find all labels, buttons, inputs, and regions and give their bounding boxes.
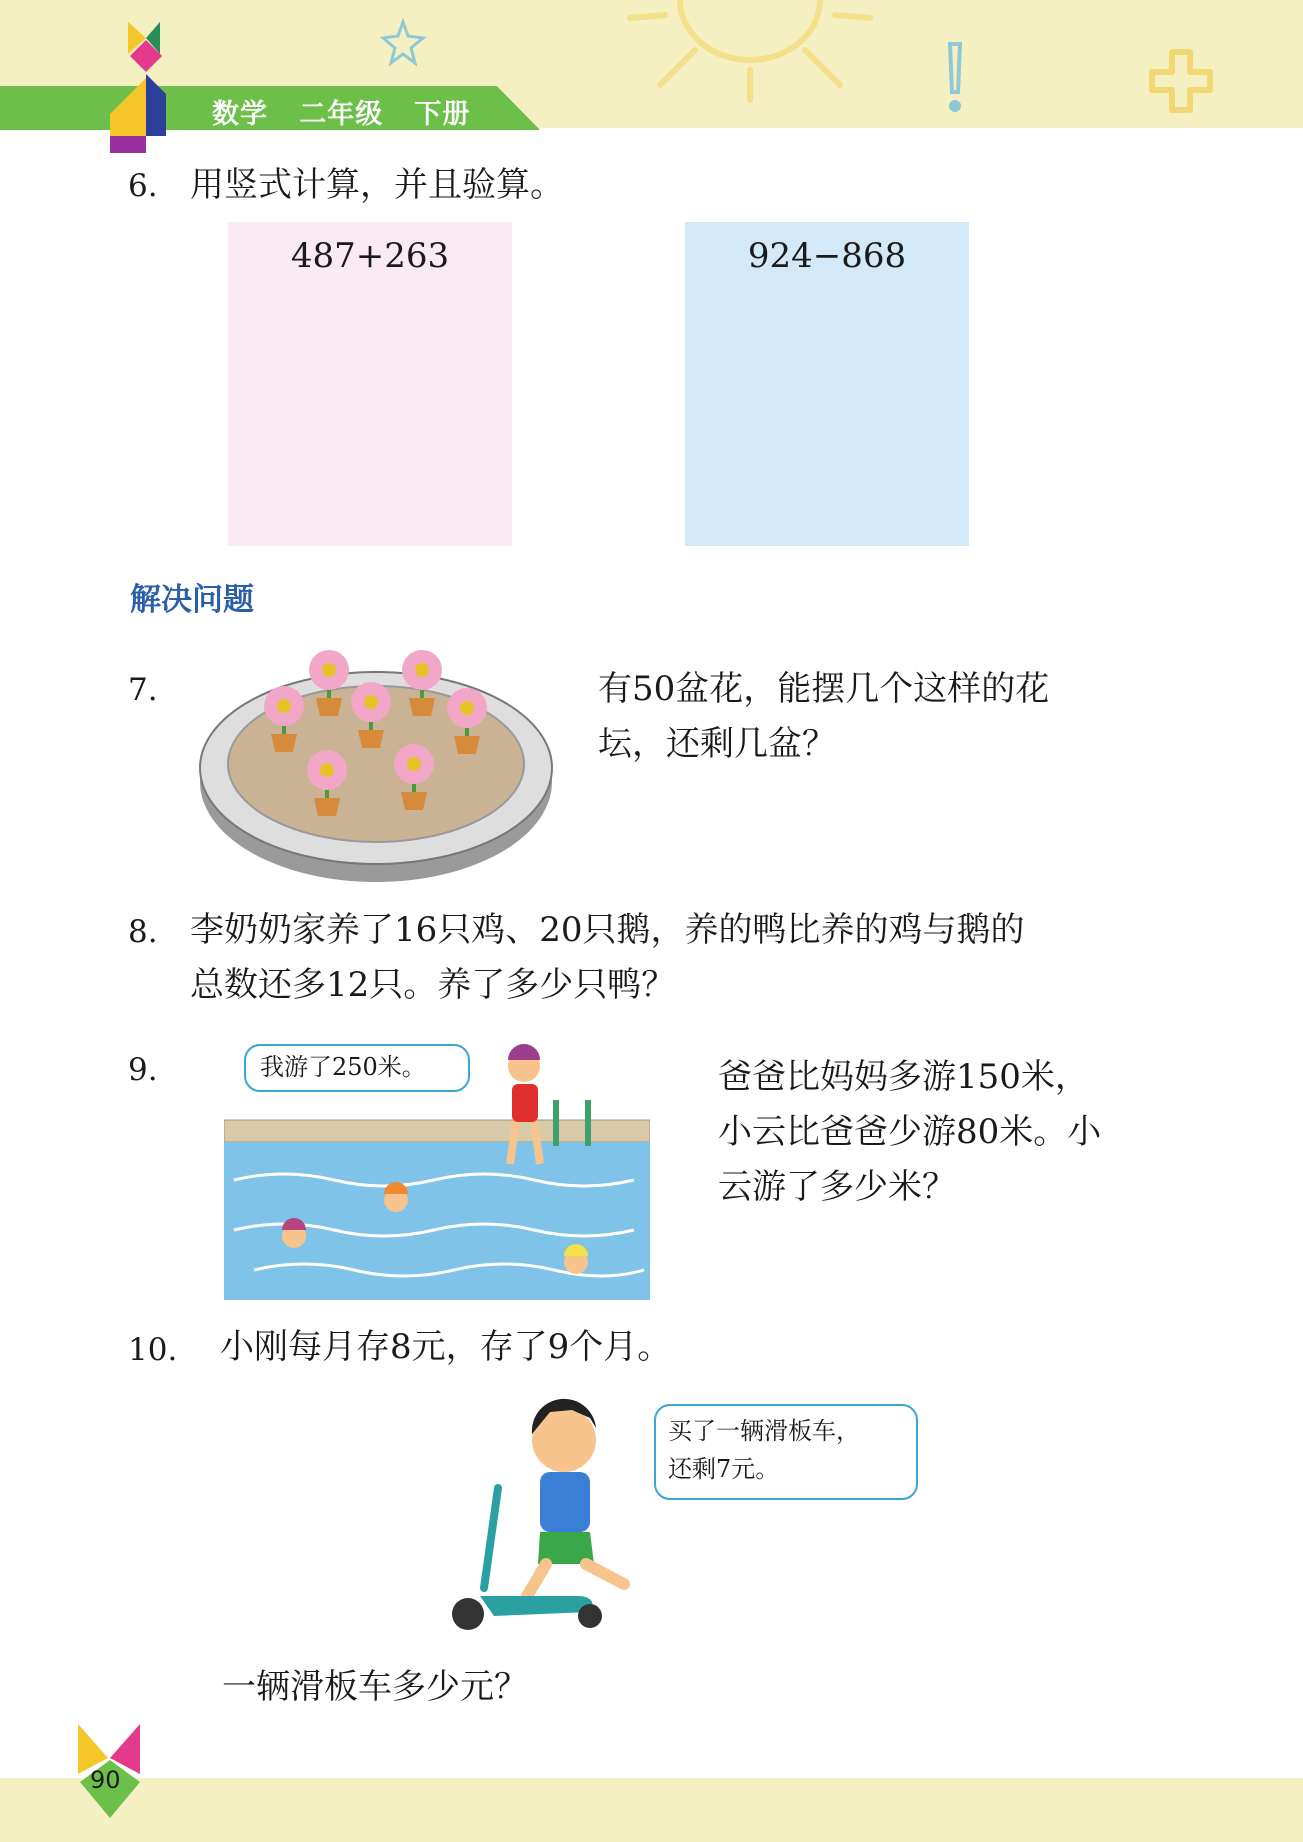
expression-left: 487+263 bbox=[290, 236, 450, 276]
speech-bubble-text: 我游了250米。 bbox=[260, 1053, 426, 1081]
question-text-line: 小云比爸爸少游80米。小 bbox=[718, 1112, 1102, 1152]
question-text: 小刚每月存8元，存了9个月。 bbox=[220, 1327, 672, 1367]
tangram-logo-icon bbox=[100, 18, 180, 153]
boy-scooter-illustration bbox=[440, 1388, 680, 1650]
swimmer-icon bbox=[282, 1218, 306, 1248]
expression-right: 924−868 bbox=[747, 236, 907, 276]
question-text-line: 坛，还剩几盆？ bbox=[598, 724, 836, 764]
exclamation-icon bbox=[936, 38, 976, 118]
question-text-line: 李奶奶家养了16只鸡、20只鹅，养的鸭比养的鸡与鹅的 bbox=[190, 910, 1025, 950]
question-number: 6. bbox=[128, 168, 158, 204]
question-text: 一辆滑板车多少元？ bbox=[222, 1667, 528, 1707]
swimmer-icon bbox=[384, 1182, 408, 1212]
book-title: 数学 二年级 下册 bbox=[212, 99, 471, 130]
flower-bed-illustration bbox=[196, 640, 556, 890]
section-heading: 解决问题 bbox=[130, 582, 254, 618]
question-text: 用竖式计算，并且验算。 bbox=[190, 165, 564, 205]
footer-band bbox=[0, 1778, 1303, 1842]
sun-icon bbox=[620, 0, 880, 110]
question-number: 9. bbox=[128, 1052, 158, 1088]
question-number: 8. bbox=[128, 914, 158, 950]
speech-bubble-text: 买了一辆滑板车， bbox=[668, 1417, 860, 1445]
question-text-line: 有50盆花，能摆几个这样的花 bbox=[598, 669, 1050, 709]
speech-bubble-text: 还剩7元。 bbox=[668, 1455, 780, 1483]
question-number: 10. bbox=[128, 1332, 178, 1368]
question-number: 7. bbox=[128, 672, 158, 708]
question-text-line: 爸爸比妈妈多游150米， bbox=[718, 1057, 1089, 1097]
question-text-line: 总数还多12只。养了多少只鸭？ bbox=[190, 965, 676, 1005]
star-icon bbox=[378, 18, 428, 66]
swimmer-icon bbox=[564, 1244, 588, 1274]
plus-icon bbox=[1148, 48, 1214, 114]
page-number: 90 bbox=[90, 1766, 121, 1794]
question-text-line: 云游了多少米？ bbox=[718, 1167, 956, 1207]
